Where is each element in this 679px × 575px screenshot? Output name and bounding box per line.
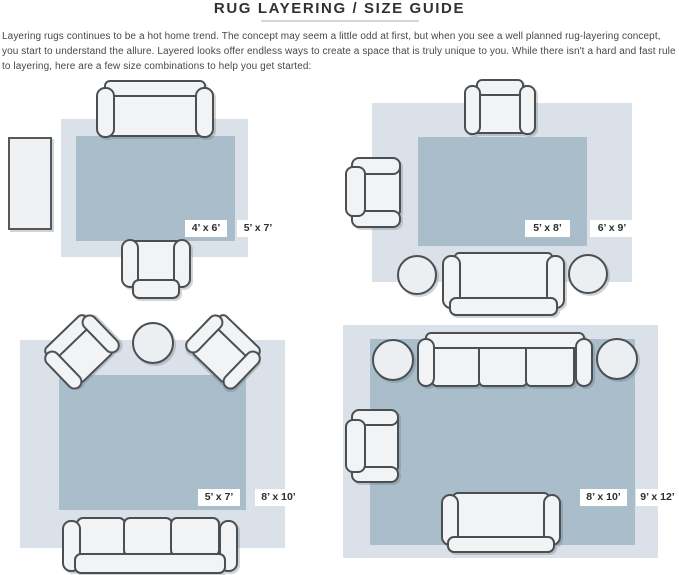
sofa-back: [105, 81, 205, 96]
sofa-seat: [453, 493, 549, 541]
sofa-arm: [196, 88, 213, 137]
sofa-arm: [576, 339, 592, 386]
seat-cushion: [432, 344, 480, 386]
layout-bottom-right: [343, 325, 658, 558]
chair-back: [346, 420, 365, 472]
sofa-arm: [97, 88, 114, 137]
seat-cushion: [124, 518, 172, 556]
round-table-icon: [133, 323, 173, 363]
side-table-icon: [9, 138, 51, 229]
sofa-icon: [418, 333, 592, 386]
ottoman-icon: [569, 255, 607, 293]
sofa-seat: [108, 92, 202, 136]
chair-back: [477, 80, 523, 95]
seat-cushion: [479, 344, 527, 386]
sofa-back: [448, 537, 554, 552]
page-title: RUG LAYERING / SIZE GUIDE: [213, 0, 466, 17]
sofa-seat: [455, 253, 552, 301]
ottoman-icon: [398, 256, 436, 294]
armchair-icon: [346, 410, 398, 482]
rug-size-label: 5’ x 7’: [198, 489, 240, 506]
sofa-back: [426, 333, 584, 348]
chair-back: [133, 280, 179, 298]
sofa-icon: [97, 81, 213, 137]
intro-text: Layering rugs continues to be a hot home trend. The concept may seem a little odd at first, but when you see a well planned rug-layering concept, you start to understand the allure. Layered looks offer endless ways to create a space that is truly unique to you. While there isn't a hard and fast rule to layering, here are a few size combinations to help you get started:: [2, 31, 676, 73]
sofa-back: [75, 554, 225, 573]
rug-size-label: 8’ x 10’: [580, 489, 627, 506]
armchair-icon: [346, 158, 400, 227]
chair-back: [346, 167, 365, 216]
sofa-back: [450, 298, 557, 315]
rug-size-label: 8’ x 10’: [255, 489, 302, 506]
chair-arm: [465, 86, 480, 134]
rug-size-label: 9’ x 12’: [636, 489, 679, 506]
rug-size-label: 4’ x 6’: [185, 220, 227, 237]
round-table-icon: [373, 340, 413, 380]
armchair-icon: [122, 240, 190, 298]
armchair-icon: [465, 80, 535, 134]
layout-top-right: [346, 80, 632, 315]
rug-size-label: 6’ x 9’: [590, 220, 634, 237]
round-table-icon: [597, 339, 637, 379]
layout-bottom-left: [20, 309, 285, 573]
rug-size-label: 5’ x 8’: [525, 220, 570, 237]
layout-top-left: [9, 81, 248, 298]
chair-arm: [520, 86, 535, 134]
seat-cushion: [526, 344, 574, 386]
seat-cushion: [171, 518, 219, 556]
loveseat-icon: [442, 493, 560, 552]
seat-cushion: [77, 518, 125, 556]
rug-size-label: 5’ x 7’: [237, 220, 279, 237]
sofa-arm: [418, 339, 434, 386]
sofa-icon: [63, 518, 237, 573]
sofa-icon: [443, 253, 564, 315]
